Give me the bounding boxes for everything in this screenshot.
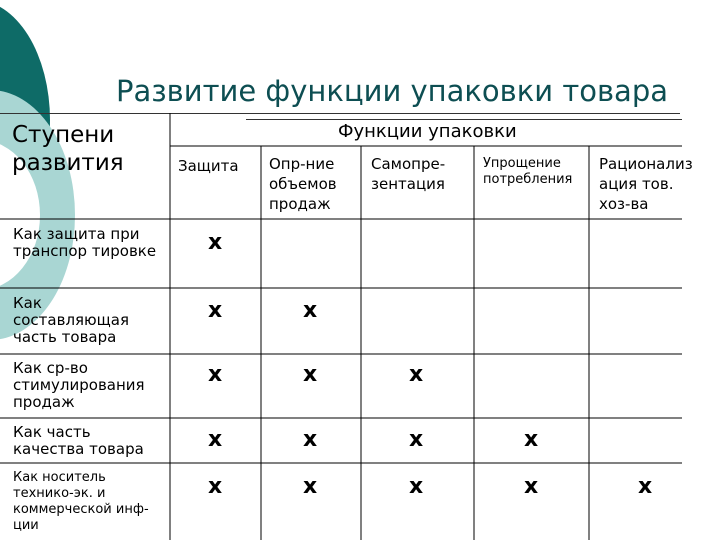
table-cell-mark: x <box>208 362 223 387</box>
table-cell-mark: x <box>303 474 318 499</box>
row-label-sales-stimulus: Как ср-во стимулирования продаж <box>13 359 145 411</box>
table-cell-mark: x <box>303 427 318 452</box>
column-header-rationalization: Рационализ ация тов. хоз-ва <box>599 155 693 213</box>
row-label-information-carrier: Как носитель технико-эк. и коммерческой инф-ции <box>13 470 149 533</box>
slide-title: Развитие функции упаковки товара <box>116 74 669 108</box>
row-label-product-part: Как составляющая часть товара <box>13 294 130 346</box>
table-cell-mark: x <box>524 474 539 499</box>
stage-header: Ступени развития <box>12 122 124 176</box>
table-cell-mark: x <box>524 427 539 452</box>
table-cell-mark: x <box>208 298 223 323</box>
title-underline-secondary <box>246 119 682 120</box>
column-header-protection: Защита <box>178 157 239 175</box>
table-cell-mark: x <box>409 427 424 452</box>
table-cell-mark: x <box>208 230 223 255</box>
functions-header: Функции упаковки <box>338 121 517 142</box>
table-cell-mark: x <box>208 474 223 499</box>
table-cell-mark: x <box>303 298 318 323</box>
column-header-sales-volume: Опр-ние объемов продаж <box>269 155 337 213</box>
title-underline <box>0 113 680 114</box>
table-cell-mark: x <box>409 474 424 499</box>
column-header-consumption: Упрощение потребления <box>483 156 573 187</box>
table-cell-mark: x <box>208 427 223 452</box>
row-label-quality: Как часть качества товара <box>13 423 144 458</box>
table-cell-mark: x <box>409 362 424 387</box>
row-label-transport: Как защита при транспор тировке <box>13 225 157 260</box>
table-cell-mark: x <box>303 362 318 387</box>
column-header-self-presentation: Самопре-зентация <box>371 155 446 193</box>
table-cell-mark: x <box>638 474 653 499</box>
